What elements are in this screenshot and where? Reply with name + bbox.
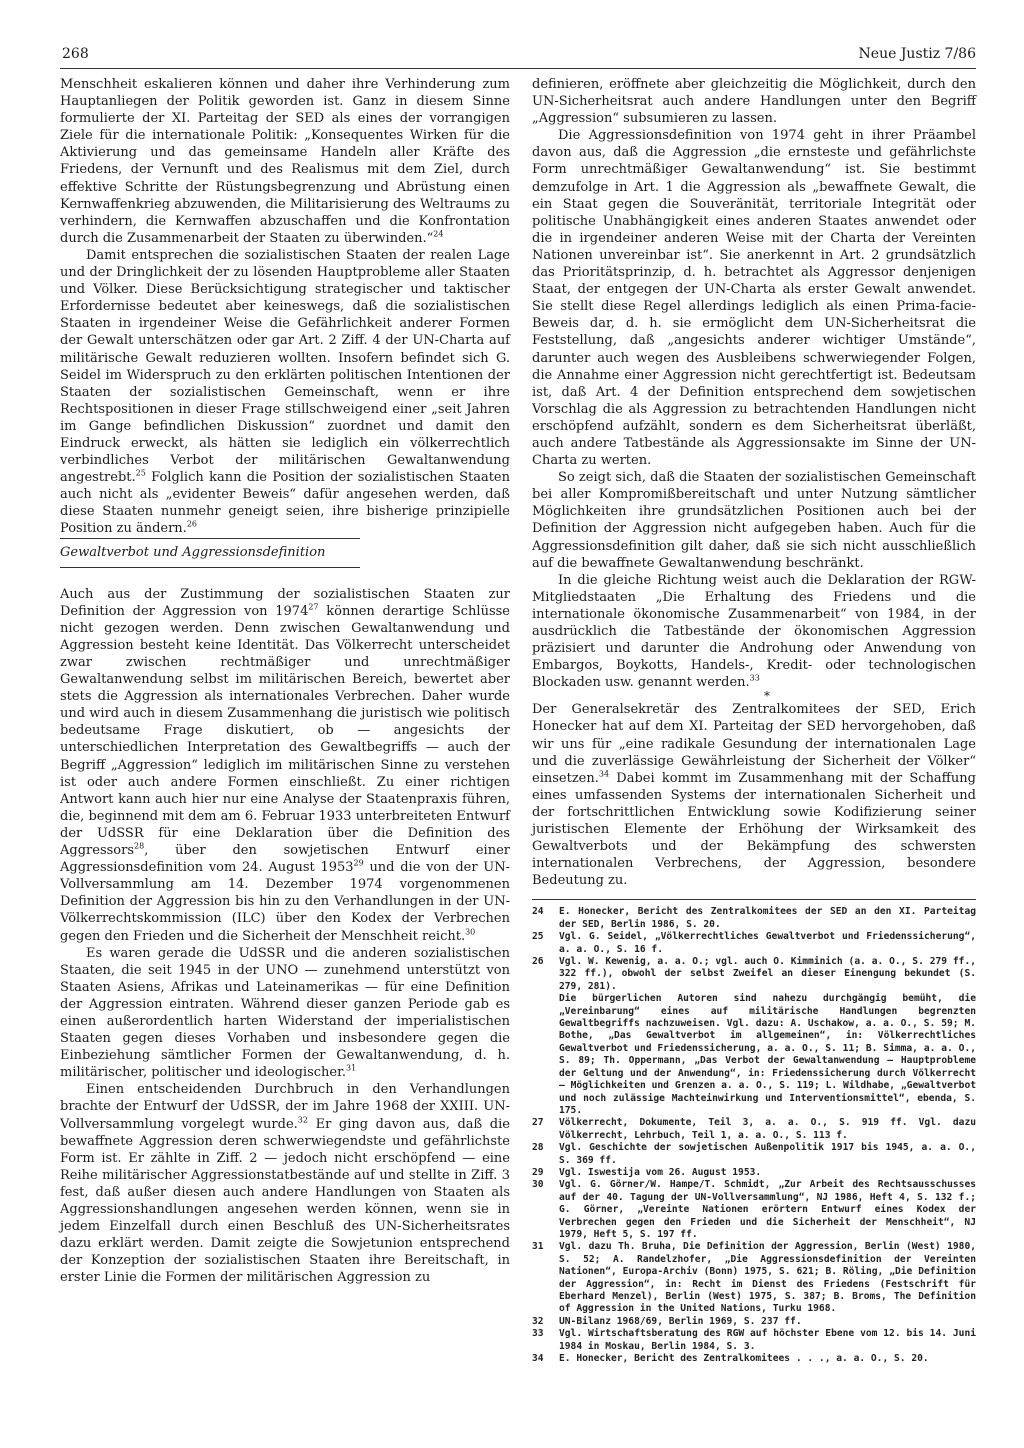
footnote-number [532,993,559,1117]
footnote [532,956,976,993]
footnote [532,1117,976,1142]
footnote-number: 34 [532,1353,544,1365]
section-heading: Gewaltverbot und Aggressionsdefinition [60,538,360,568]
footnote-ref[interactable]: 33 [749,673,760,683]
footnote [532,1241,976,1315]
right-column [532,76,976,1365]
footnote-text: Vgl. G. Seidel, „Völkerrechtliches Gewaltverbot und Friedenssicherung“, a. a. O., S. 16 f. [559,931,976,955]
paragraph: Auch aus der Zustimmung der sozialistischen Staaten zur Definition der Aggression von 1974$^{27}$ können derartige Schlüsse nicht gezogen werden. Denn zwischen Gewaltanwendung und Aggression besteht keine Identität. Das Völkerrecht unterscheidet zwar zwischen rechtmäßiger und unrechtmäßiger Gewaltanwendung selbst im militärischen Bereich, bewertet aber stets die Aggression als internationales Verbrechen. Daher wurde und wird auch in diesem Zusammenhang die juristisch wie politisch bedeutsame Frage diskutiert, ob — angesichts der unterschiedlichen Interpretation des Gewaltbegriffs — auch der Begriff „Aggression“ lediglich im militärischen Sinne zu verstehen ist oder auch andere Formen einschließt. Zu einer richtigen Antwort kann auch hier nur eine Analyse der Staatenpraxis führen, die, beginnend mit dem am 6. Februar 1933 unterbreiteten Entwurf der UdSSR für eine Deklaration über die Definition des Aggressors$^{28}$, über den sowjetischen Entwurf einer Aggressionsdefinition vom 24. August 1953$^{29}$ und die von der UN-Vollversammlung am 14. Dezember 1974 vorgenommenen Definition der Aggression bis hin zu den Verhandlungen in der UN-Völkerrechtskommission (ILC) über den Kodex der Verbrechen gegen den Frieden und die Sicherheit der Menschheit reicht.$^{30}$ [60,586,510,944]
footnote-ref[interactable]: 26 [186,520,197,530]
footnote-ref[interactable]: 34 [598,769,610,779]
paragraph: Es waren gerade die UdSSR und die anderen sozialistischen Staaten, die seit 1945 in der UNO — zunehmend unterstützt von Staaten Asiens, Afrikas und Lateinamerikas — für eine Definition der Aggression eintraten. Während dieser ganzen Periode gab es einen außerordentlich harten Widerstand der imperialistischen Staaten gegen dieses Vorhaben und insbesondere gegen die Einbeziehung sämtlicher Formen der Gewaltanwendung, d. h. militärischer, politischer und ideologischer.$^{31}$ [60,945,510,1081]
footnote-ref[interactable]: 27 [308,602,319,612]
footnote-text: E. Honecker, Bericht des Zentralkomitees der SED an den XI. Parteitag der SED, Berlin 1986, S. 20. [559,906,976,930]
footnote-ref[interactable]: 32 [297,1115,308,1125]
page-number: 268 [62,46,89,62]
footnote [532,1353,976,1365]
footnote-ref[interactable]: 24 [433,229,444,239]
footnote-number: 25 [532,931,544,943]
footnote-number: 33 [532,1328,544,1340]
paragraph: In die gleiche Richtung weist auch die Deklaration der RGW-Mitgliedstaaten „Die Erhaltung des Friedens und die internationale ökonomische Zusammenarbeit“ von 1984, in der ausdrücklich die Tatbestände der ökonomischen Aggression präzisiert und darunter die Androhung oder Anwendung von Embargos, Boykotts, Handels-, Kredit- oder technologischen Blockaden usw. genannt werden.$^{33}$ [532,572,976,691]
footnote [532,906,976,931]
paragraph: Die Aggressionsdefinition von 1974 geht in ihrer Präambel davon aus, daß die Aggression „die ernsteste und gefährlichste Form unrechtmäßiger Gewaltanwendung“ ist. Sie bestimmt demzufolge in Art. 1 die Aggression als „bewaffnete Gewalt, die ein Staat gegen die Souveränität, territoriale Integrität oder politische Unabhängigkeit eines anderen Staates anwendet oder die in irgendeiner anderen Weise mit der Charta der Vereinten Nationen unvereinbar ist“. Sie anerkennt in Art. 2 grundsätzlich das Prioritätsprinzip, d. h. betrachtet als Aggressor denjenigen Staat, der entgegen der UN-Charta als erster Gewalt anwendet. Sie stellt diese Regel allerdings lediglich als einen Prima-facie-Beweis dar, d. h. sie ermöglicht dem UN-Sicherheitsrat die Feststellung, daß „angesichts anderer wichtiger Umstände“, darunter auch wegen des Ausbleibens schwerwiegender Folgen, die Annahme einer Aggression nicht gerechtfertigt ist. Bedeutsam ist, daß Art. 4 der Definition entsprechend dem sowjetischen Vorschlag die als Aggression zu betrachtenden Handlungen nicht erschöpfend aufzählt, sondern es dem Sicherheitsrat überläßt, auch andere Tatbestände als Aggressionsakte im Sinne der UN-Charta zu werten. [532,128,976,469]
footnote-text: Vgl. W. Kewenig, a. a. O.; vgl. auch O. Kimminich (a. a. O., S. 279 ff., 322 ff.), obwohl der selbst Zweifel an dieser Einengung bekundet (S. 279, 281). [559,956,976,992]
paragraph: So zeigt sich, daß die Staaten der sozialistischen Gemeinschaft bei aller Kompromißbereitschaft und unter Nutzung sämtlicher Möglichkeiten ihre grundsätzlichen Positionen auch bei der Definition der Aggression nicht aufgegeben haben. Auch für die Aggressionsdefinition gilt daher, daß sie sich nicht ausschließlich auf die bewaffnete Gewaltanwendung beschränkt. [532,470,976,571]
footnote-rule [532,899,976,900]
paragraph: definieren, eröffnete aber gleichzeitig die Möglichkeit, durch den UN-Sicherheitsrat auch andere Handlungen unter den Begriff „Aggression“ subsumieren zu lassen. [532,77,976,127]
page-header [60,46,976,68]
footnote-ref[interactable]: 25 [135,468,146,478]
footnote-text: Vgl. Wirtschaftsberatung des RGW auf höchster Ebene vom 12. bis 14. Juni 1984 in Moskau, Berlin 1984, S. 3. [559,1328,976,1352]
footnote [532,1316,976,1328]
footnote [532,993,976,1117]
footnote-text: Vgl. dazu Th. Bruha, Die Definition der Aggression, Berlin (West) 1980, S. 52; A. Randelzhofer, „Die Aggressionsdefinition der Vereinten Nationen“, Europa-Archiv (Bonn) 1975, S. 621; B. Röling, „Die Definition der Aggression“, in: Recht im Dienst des Friedens (Festschrift für Eberhard Menzel), Berlin (West) 1975, S. 387; B. Broms, The Definition of Aggression in the United Nations, Turku 1968. [559,1241,976,1315]
footnote-number: 30 [532,1179,544,1191]
footnote [532,1167,976,1179]
paragraph: Damit entsprechen die sozialistischen Staaten der realen Lage und der Dringlichkeit der zu lösenden Hauptprobleme aller Staaten und Völker. Diese Berücksichtigung strategischer und taktischer Erfordernisse bedeutet aber keineswegs, daß die sozialistischen Staaten in irgendeiner Weise die Gefährlichkeit anderer Formen der Gewalt unterschätzen oder gar Art. 2 Ziff. 4 der UN-Charta auf militärische Gewalt reduzieren wollten. Insofern befindet sich G. Seidel im Widerspruch zu den erklärten politischen Intentionen der Staaten der sozialistischen Gemeinschaft, wenn er ihre Rechtspositionen in dieser Frage stillschweigend einer „seit Jahren im Gange befindlichen Diskussion“ zuordnet und damit den Eindruck erweckt, als hätten sie lediglich ein völkerrechtlich verbindliches Verbot der militärischen Gewaltanwendung angestrebt.$^{25}$ Folglich kann die Position der sozialistischen Staaten auch nicht als „evidenter Beweis“ dafür angesehen werden, daß diese Staaten nunmehr geneigt seien, ihre bisherige prinzipielle Position zu ändern.$^{26}$ [60,247,510,537]
section-separator: * [764,689,770,704]
header-rule [60,68,976,69]
footnote-text: Vgl. Geschichte der sowjetischen Außenpolitik 1917 bis 1945, a. a. O., S. 369 ff. [559,1142,976,1166]
left-column [60,76,510,1286]
footnote-text: Völkerrecht, Dokumente, Teil 3, a. a. O., S. 919 ff. Vgl. dazu Völkerrecht, Lehrbuch, Teil 1, a. a. O., S. 113 f. [559,1117,976,1141]
paragraph: Der Generalsekretär des Zentralkomitees der SED, Erich Honecker hat auf dem XI. Parteitag der SED hervorgehoben, daß wir uns für „eine radikale Gesundung der internationalen Lage und die zuverlässige Gewährleistung der Sicherheit der Völker“ einsetzen.$^{34}$ Dabei kommt im Zusammenhang mit der Schaffung eines umfassenden Systems der internationalen Sicherheit und der fortschrittlichen Entwicklung sowie Kodifizierung seiner juristischen Elemente der Erhöhung der Wirksamkeit des Gewaltverbots und der Bekämpfung des schwersten internationalen Verbrechens, der Aggression, besondere Bedeutung zu. [532,702,976,889]
journal-issue: Neue Justiz 7/86 [858,46,976,62]
footnote-number: 31 [532,1241,544,1253]
footnote-number: 26 [532,956,544,968]
footnote-ref[interactable]: 30 [465,927,476,937]
footnote-text: Vgl. Iswestija vom 26. August 1953. [559,1166,762,1178]
footnote-text: Vgl. G. Görner/W. Hampe/T. Schmidt, „Zur Arbeit des Rechtsausschusses auf der 40. Tagung der UN-Vollversammlung“, NJ 1986, Heft 4, S. 132 f.; G. Görner, „Vereinte Nationen erörtern Entwurf eines Kodex der Verbrechen gegen den Frieden und die Sicherheit der Menschheit“, NJ 1979, Heft 5, S. 197 ff. [559,1179,976,1240]
footnote-text: UN-Bilanz 1968/69, Berlin 1969, S. 237 ff. [559,1315,802,1327]
footnote-number: 24 [532,906,544,918]
footnote-number: 29 [532,1166,544,1178]
footnote-ref[interactable]: 28 [134,841,145,851]
footnote-ref[interactable]: 29 [353,858,364,868]
footnote-number: 27 [532,1117,544,1129]
footnote-text: Die bürgerlichen Autoren sind nahezu durchgängig bemüht, die „Vereinbarung“ eines auf militärische Handlungen begrenzten Gewaltbegriffs nachzuweisen. Vgl. dazu: A. Uschakow, a. a. O., S. 59; M. Bothe, „Das Gewaltverbot im allgemeinen“, in: Völkerrechtliches Gewaltverbot und Friedenssicherung, a. a. O., S. 11; B. Simma, a. a. O., S. 89; Th. Oppermann, „Das Verbot der Gewaltanwendung — Hauptprobleme der Geltung und der Anwendung“, in: Friedenssicherung durch Völkerrecht — Möglichkeiten und Grenzen a. a. O., S. 119; L. Wildhabe, „Gewaltverbot und noch zulässige Machteinwirkung und Interventionsmittel“, ebenda, S. 175. [559,993,976,1116]
paragraph: Einen entscheidenden Durchbruch in den Verhandlungen brachte der Entwurf der UdSSR, der im Jahre 1968 der XXIII. UN-Vollversammlung vorgelegt wurde.$^{32}$ Er ging davon aus, daß die bewaffnete Aggression deren schwerwiegendste und gefährlichste Form ist. Er zählte in Ziff. 2 — jedoch nicht erschöpfend — eine Reihe militärischer Aggressionstatbestände auf und stellte in Ziff. 3 fest, daß außer diesen auch andere Handlungen von Staaten als Aggressionshandlungen angesehen werden können, wenn sie in jedem Einzelfall durch einen Beschluß des UN-Sicherheitsrates dazu erklärt werden. Damit zeigte die Sowjetunion entsprechend der Konzeption der sozialistischen Staaten ihre Bereitschaft, in erster Linie die Formen der militärischen Aggression zu [60,1082,510,1286]
footnote-ref[interactable]: 31 [346,1063,357,1073]
footnote [532,1142,976,1167]
footnote-number: 32 [532,1315,544,1327]
footnotes [532,906,976,1365]
footnote-number: 28 [532,1142,544,1154]
footnote-text: E. Honecker, Bericht des Zentralkomitees . . ., a. a. O., S. 20. [559,1353,929,1365]
footnote [532,1179,976,1241]
footnote [532,931,976,956]
footnote [532,1328,976,1353]
paragraph: Menschheit eskalieren können und daher ihre Verhinderung zum Hauptanliegen der Politik geworden ist. Ganz in diesem Sinne formulierte der XI. Parteitag der SED als eines der vorrangigen Ziele für die internationale Politik: „Konsequentes Wirken für die Aktivierung und das gemeinsame Handeln aller Kräfte des Friedens, der Vernunft und des Realismus mit dem Ziel, durch effektive Schritte der Rüstungsbegrenzung und Abrüstung einen Kernwaffenkrieg abzuwenden, die Militarisierung des Weltraums zu verhindern, die Kernwaffen abzuschaffen und die Konfrontation durch die Zusammenarbeit der Staaten zu überwinden.“$^{24}$ [60,77,510,246]
